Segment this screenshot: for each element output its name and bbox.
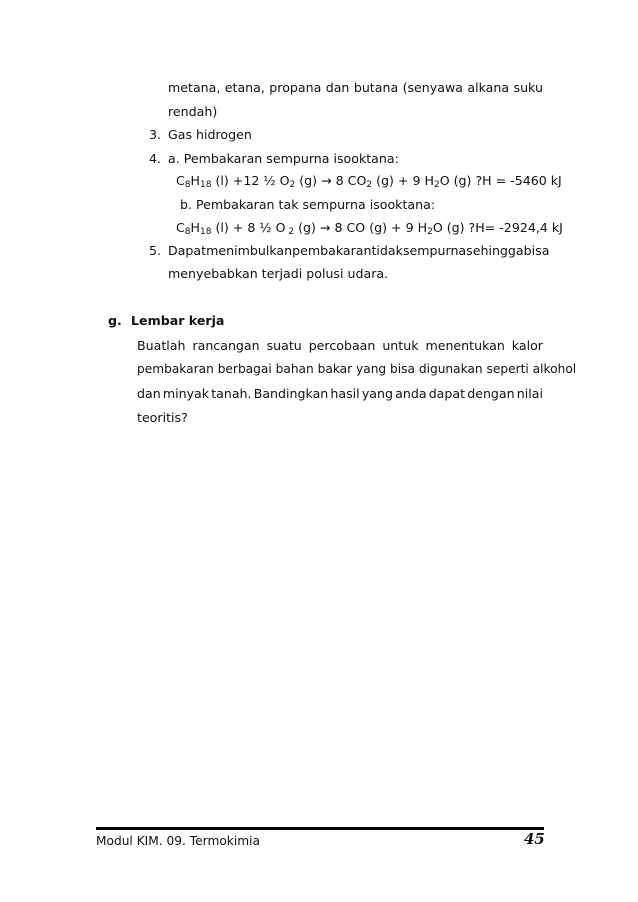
word: untuk [382, 338, 419, 353]
word: propana [269, 80, 322, 95]
word: etana, [224, 80, 265, 95]
word: yang [361, 386, 393, 401]
word: hasil [330, 386, 360, 401]
word: nilai [516, 386, 543, 401]
item-text: a. Pembakaran sempurna isooktana: [168, 151, 399, 166]
intro-line-1 [168, 80, 543, 95]
item-number: 3. [149, 127, 162, 142]
word: (senyawa [402, 80, 463, 95]
paragraph-line-2: pembakaran berbagai bahan bakar yang bisa digunakan seperti alkohol [137, 362, 577, 376]
paragraph-line-4: teoritis? [137, 410, 188, 425]
word: menentukan [425, 338, 505, 353]
word: butana [353, 80, 399, 95]
reaction-arrow-icon: → [321, 173, 332, 188]
intro-line-2: rendah) [168, 104, 218, 119]
page-number: 45 [524, 830, 545, 848]
item-text: Gas hidrogen [168, 127, 252, 142]
reaction-label: b. Pembakaran tak sempurna isooktana: [180, 197, 436, 212]
reaction-equation-2: $C_8H_{18}$ (l) + 8 ½ O $_2$ (g) → 8 CO (g) + 9 $H_2O$ (g) ?H= -2924,4 kJ [176, 220, 563, 237]
word: Buatlah [137, 338, 186, 353]
word: dan [325, 80, 350, 95]
word: suku [513, 80, 543, 95]
item-text-line-1 [168, 243, 550, 258]
word: anda [395, 386, 427, 401]
word: dengan [467, 386, 515, 401]
word: sempurna [402, 243, 467, 258]
word: Dapat [168, 243, 207, 258]
word: dan [137, 386, 161, 401]
item-number: 4. [149, 151, 162, 166]
word: suatu [266, 338, 302, 353]
reaction-arrow-icon: → [319, 220, 331, 235]
word: alkana [467, 80, 510, 95]
item-number: 5. [149, 243, 162, 258]
word: bisa [523, 243, 550, 258]
paragraph-line-3 [137, 386, 543, 401]
word: Bandingkan [253, 386, 329, 401]
item-text-line-2: menyebabkan terjadi polusi udara. [168, 266, 389, 281]
section-marker: g. [108, 313, 122, 328]
word: menimbulkan [206, 243, 293, 258]
word: kalor [511, 338, 543, 353]
word: pembakaran [292, 243, 372, 258]
word: sehingga [466, 243, 524, 258]
footer-divider [96, 827, 544, 830]
word: metana, [168, 80, 221, 95]
word: minyak [162, 386, 210, 401]
word: dapat [428, 386, 466, 401]
reaction-equation-1: $C_8H_{18}$ (l) +12 ½ $O_2$ (g) → 8 $CO_2$ (g) + 9 $H_2O$ (g) ?H = -5460 kJ [176, 173, 562, 190]
word: tidak [371, 243, 403, 258]
paragraph-line-1 [137, 338, 543, 353]
word: rancangan [192, 338, 260, 353]
word: tanah. [211, 386, 252, 401]
word: percobaan [308, 338, 376, 353]
section-title: Lembar kerja [131, 313, 225, 328]
footer-module-title: Modul KIM. 09. Termokimia [96, 834, 260, 848]
